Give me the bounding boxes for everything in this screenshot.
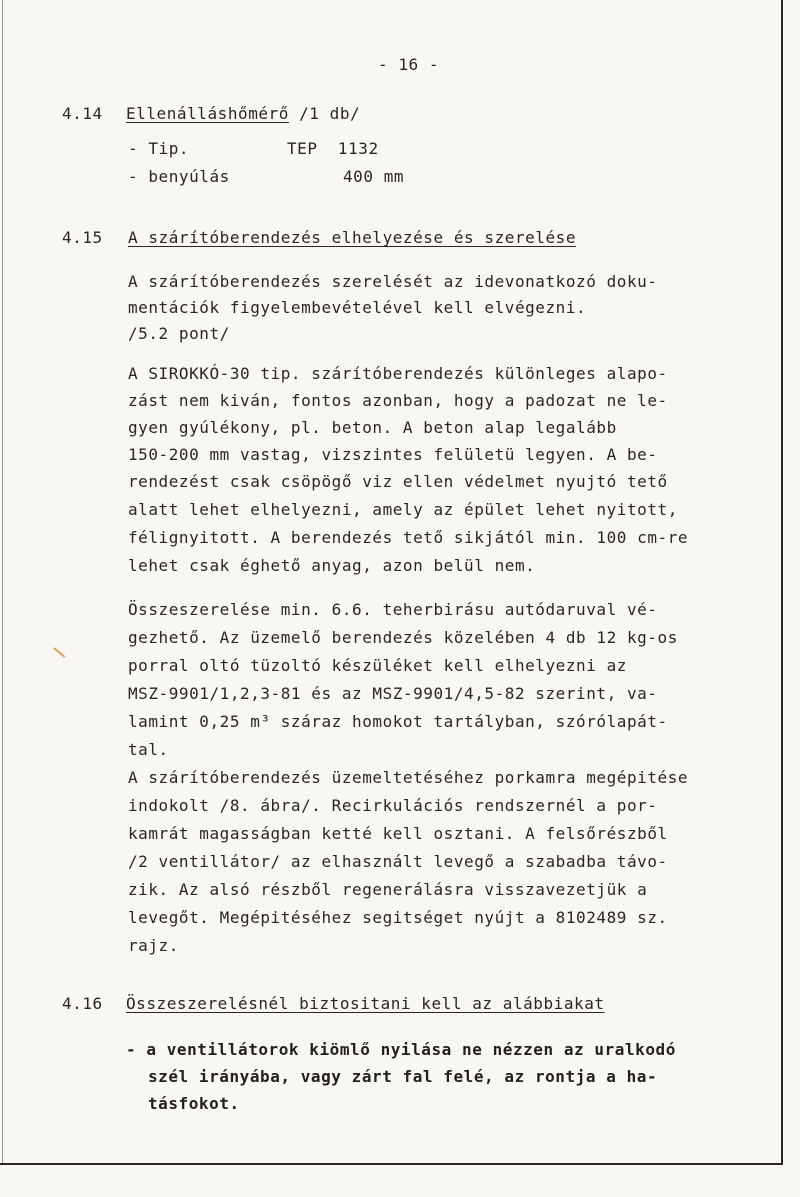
paragraph-line: MSZ-9901/1,2,3-81 és az MSZ-9901/4,5-82 szerint, va- (128, 684, 658, 703)
paragraph-line: 150-200 mm vastag, vizszintes felületü legyen. A be- (128, 445, 658, 464)
section-4-15-title: A szárítóberendezés elhelyezése és szerelése (128, 228, 577, 247)
paragraph-line: rajz. (128, 936, 179, 955)
section-4-14-number: 4.14 (62, 104, 103, 123)
paragraph-line: A szárítóberendezés üzemeltetéséhez porkamra megépitése (128, 768, 689, 787)
paragraph-line: zást nem kiván, fontos azonban, hogy a padozat ne le- (128, 391, 668, 410)
paragraph-line: levegőt. Megépitéséhez segitséget nyújt a 8102489 sz. (128, 908, 668, 927)
paragraph-line: alatt lehet elhelyezni, amely az épület lehet nyitott, (128, 500, 678, 519)
page-border-right (781, 0, 783, 1165)
section-4-16-title: Összeszerelésnél biztositani kell az alábbiakat (126, 994, 605, 1013)
bullet-line: - a ventillátorok kiömlő nyilása ne nézzen az uralkodó (126, 1040, 676, 1059)
section-4-15-number: 4.15 (62, 228, 103, 247)
paragraph-line: félignyitott. A berendezés tető sikjától min. 100 cm-re (128, 528, 689, 547)
paragraph-line: zik. Az alsó részből regenerálásra visszavezetjük a (128, 880, 648, 899)
paragraph-line: gyen gyúlékony, pl. beton. A beton alap legalább (128, 418, 617, 437)
spec-value-type: TEP 1132 (287, 139, 379, 158)
paragraph-line: rendezést csak csöpögő viz ellen védelmet nyujtó tető (128, 472, 668, 491)
bullet-line: szél irányába, vagy zárt fal felé, az rontja a ha- (148, 1067, 658, 1086)
paragraph-line: kamrát magasságban ketté kell osztani. A felsőrészből (128, 824, 668, 843)
page-border-bottom (0, 1163, 783, 1165)
paragraph-line: indokolt /8. ábra/. Recirkulációs rendszernél a por- (128, 796, 658, 815)
spec-value-depth: 400 mm (343, 167, 405, 186)
paragraph-line: lamint 0,25 m³ száraz homokot tartályban, szórólapát- (128, 712, 668, 731)
margin-pencil-mark (53, 647, 65, 658)
page-number: - 16 - (378, 55, 440, 74)
paragraph-line: /2 ventillátor/ az elhasznált levegő a szabadba távo- (128, 852, 668, 871)
page-edge-left (2, 0, 3, 1165)
section-4-14-title: Ellenálláshőmérő (126, 104, 289, 123)
paragraph-line: /5.2 pont/ (128, 324, 230, 343)
paragraph-line: A SIROKKÓ-30 tip. szárítóberendezés különleges alapo- (128, 364, 668, 383)
section-4-16-number: 4.16 (62, 994, 103, 1013)
spec-label-type: - Tip. (128, 139, 190, 158)
paragraph-line: lehet csak éghető anyag, azon belül nem. (128, 556, 536, 575)
spec-label-depth: - benyúlás (128, 167, 230, 186)
bullet-line: tásfokot. (148, 1094, 240, 1113)
section-4-14-suffix: /1 db/ (288, 104, 361, 123)
paragraph-line: A szárítóberendezés szerelését az idevonatkozó doku- (128, 272, 658, 291)
section-4-14-heading (126, 104, 360, 124)
paragraph-line: gezhető. Az üzemelő berendezés közelében 4 db 12 kg-os (128, 628, 678, 647)
paragraph-line: tal. (128, 740, 169, 759)
paragraph-line: porral oltó tüzoltó készüléket kell elhelyezni az (128, 656, 627, 675)
paragraph-line: mentációk figyelembevételével kell elvégezni. (128, 298, 587, 317)
paragraph-line: Összeszerelése min. 6.6. teherbirásu autódaruval vé- (128, 600, 658, 619)
